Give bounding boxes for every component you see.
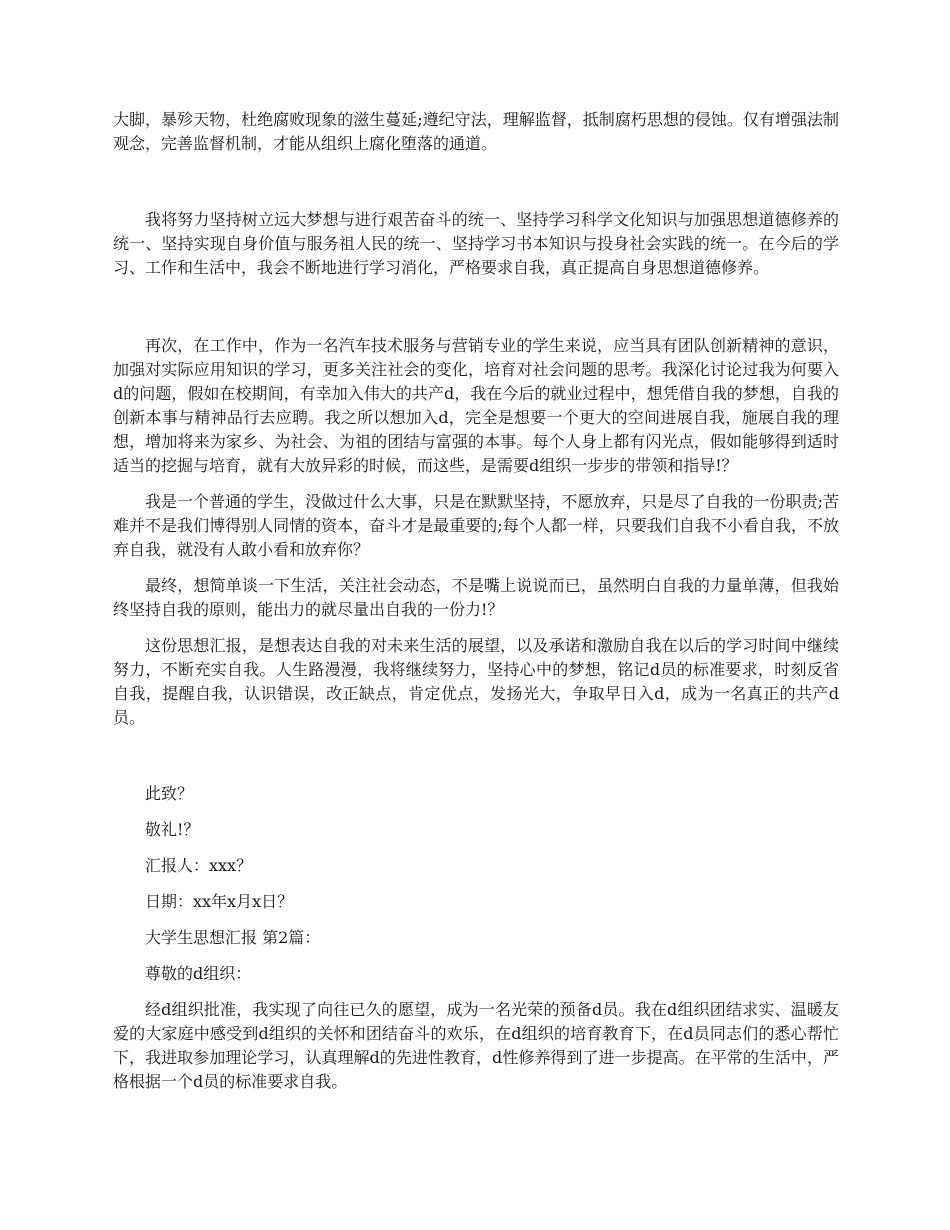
date-line: 日期：xx年x月x日？ (145, 892, 294, 911)
greeting-line: 尊敬的d组织： (145, 964, 252, 983)
closing-salutation: 此致？ (145, 784, 194, 803)
paragraph-7: 经d组织批准，我实现了向往已久的愿望，成为一名光荣的预备d员。我在d组织团结求实、温暖友爱的大家庭中感受到d组织的关怀和团结奋斗的欢乐，在d组织的培育教育下，在d员同志们的悉心帮忙下，我进取参加理论学习，认真理解d的先进性教育，d性修养得到了进一步提高。在平常的生活中，严格根据一个d员的标准要求自我。 (113, 1000, 839, 1091)
closing-regards: 敬礼!？ (145, 820, 200, 839)
paragraph-1: 大脚，暴殄天物，杜绝腐败现象的滋生蔓延;遵纪守法，理解监督，抵制腐朽思想的侵蚀。仅有增强法制观念，完善监督机制，才能从组织上腐化堕落的通道。 (113, 110, 839, 153)
reporter-line: 汇报人：xxx？ (145, 856, 253, 875)
paragraph-6: 这份思想汇报，是想表达自我的对未来生活的展望，以及承诺和激励自我在以后的学习时间中继续努力，不断充实自我。人生路漫漫，我将继续努力，坚持心中的梦想，铭记d员的标准要求，时刻反省自我，提醒自我，认识错误，改正缺点，肯定优点，发扬光大，争取早日入d，成为一名真正的共产d员。 (113, 636, 839, 727)
document-page (113, 108, 839, 1094)
paragraph-2: 我将努力坚持树立远大梦想与进行艰苦奋斗的统一、坚持学习科学文化知识与加强思想道德修养的统一、坚持实现自身价值与服务祖人民的统一、坚持学习书本知识与投身社会实践的统一。在今后的学习、工作和生活中，我会不断地进行学习消化，严格要求自我，真正提高自身思想道德修养。 (113, 210, 839, 277)
paragraph-4: 我是一个普通的学生，没做过什么大事，只是在默默坚持，不愿放弃，只是尽了自我的一份职责;苦难并不是我们博得别人同情的资本，奋斗才是最重要的;每个人都一样，只要我们自我不小看自我，不放弃自我，就没有人敢小看和放弃你？ (113, 492, 839, 559)
section-heading: 大学生思想汇报 第2篇： (145, 928, 321, 947)
paragraph-3: 再次，在工作中，作为一名汽车技术服务与营销专业的学生来说，应当具有团队创新精神的意识，加强对实际应用知识的学习，更多关注社会的变化，培育对社会问题的思考。我深化讨论过我为何要入d的问题，假如在校期间，有幸加入伟大的共产d，我在今后的就业过程中，想凭借自我的梦想，自我的创新本事与精神品行去应聘。我之所以想加入d，完全是想要一个更大的空间进展自我，施展自我的理想，增加将来为家乡、为社会、为祖的团结与富强的本事。每个人身上都有闪光点，假如能够得到适时适当的挖掘与培育，就有大放异彩的时候，而这些，是需要d组织一步步的带领和指导!？ (113, 336, 839, 475)
paragraph-5: 最终，想简单谈一下生活，关注社会动态，不是嘴上说说而已，虽然明白自我的力量单薄，但我始终坚持自我的原则，能出力的就尽量出自我的一份力!？ (113, 576, 839, 619)
